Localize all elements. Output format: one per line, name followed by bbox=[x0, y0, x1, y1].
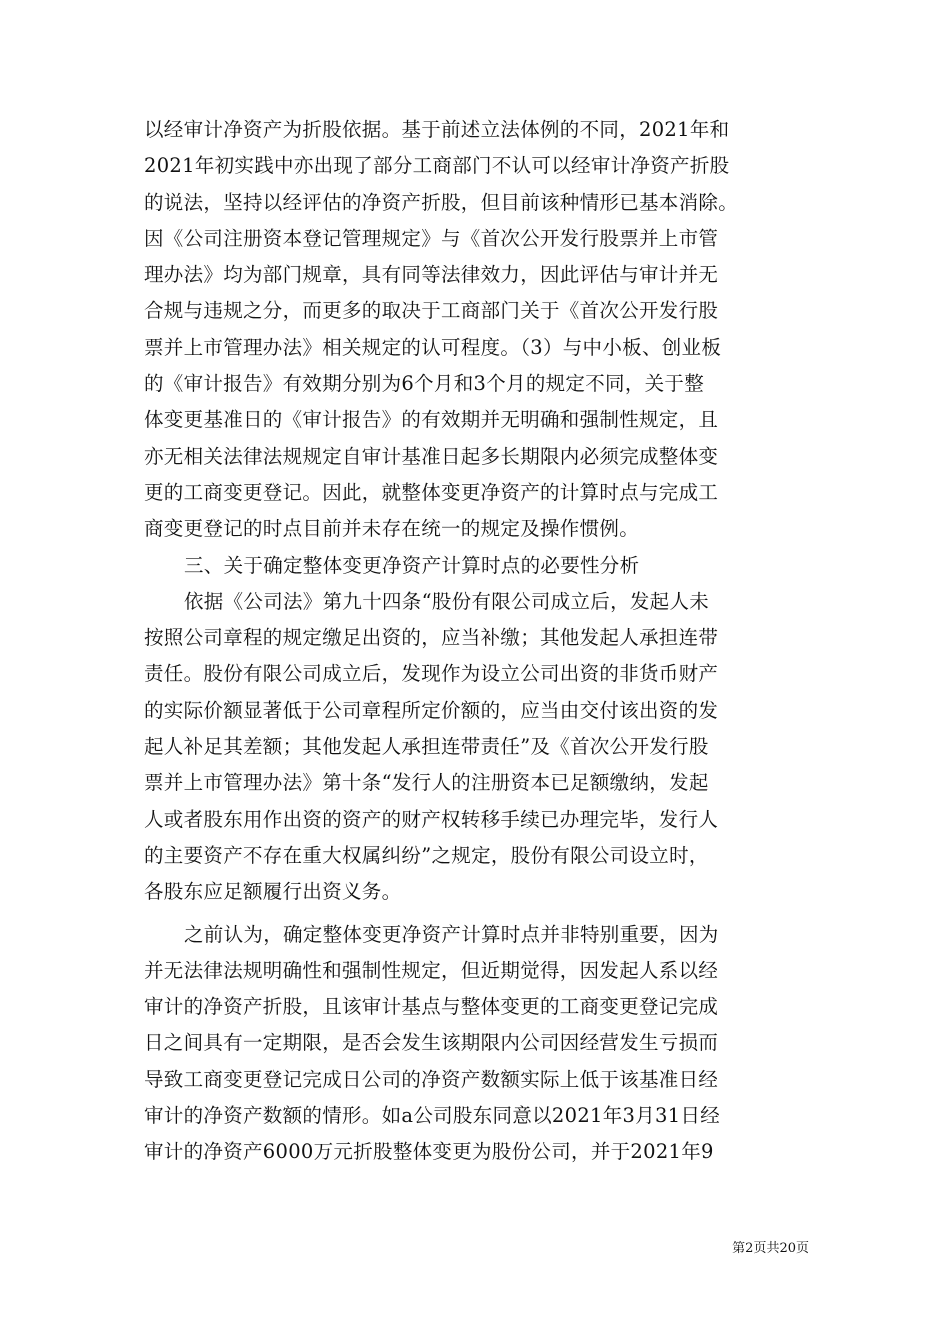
paragraph-4 bbox=[144, 917, 808, 1171]
paragraph-1 bbox=[144, 112, 808, 548]
page-number: 第2页共20页 bbox=[732, 1241, 809, 1256]
text-line: 的实际价额显著低于公司章程所定价额的，应当由交付该出资的发 bbox=[144, 698, 719, 722]
text-line: 理办法》均为部门规章，具有同等法律效力，因此评估与审计并无 bbox=[144, 263, 719, 287]
text-line: 亦无相关法律法规规定自审计基准日起多长期限内必须完成整体变 bbox=[144, 444, 719, 468]
text-line: 审计的净资产折股，且该审计基点与整体变更的工商变更登记完成 bbox=[144, 995, 719, 1019]
text-line: 的说法，坚持以经评估的净资产折股，但目前该种情形已基本消除。 bbox=[144, 190, 739, 214]
paragraph-3 bbox=[144, 584, 808, 911]
text-line: 起人补足其差额；其他发起人承担连带责任”及《首次公开发行股 bbox=[144, 735, 709, 759]
text-line: 各股东应足额履行出资义务。 bbox=[144, 880, 402, 904]
text-line: 之前认为，确定整体变更净资产计算时点并非特别重要，因为 bbox=[184, 922, 719, 946]
text-line: 按照公司章程的规定缴足出资的，应当补缴；其他发起人承担连带 bbox=[144, 626, 719, 650]
text-line: 人或者股东用作出资的资产的财产权转移手续已办理完毕，发行人 bbox=[144, 807, 719, 831]
text-line: 审计的净资产数额的情形。如a公司股东同意以2021年3月31日经 bbox=[144, 1104, 721, 1128]
section-heading bbox=[144, 548, 808, 584]
text-line: 体变更基准日的《审计报告》的有效期并无明确和强制性规定，且 bbox=[144, 408, 719, 432]
text-line: 的《审计报告》有效期分别为6个月和3个月的规定不同，关于整 bbox=[144, 372, 705, 396]
text-line: 票并上市管理办法》第十条“发行人的注册资本已足额缴纳，发起 bbox=[144, 771, 709, 795]
text-line: 责任。股份有限公司成立后，发现作为设立公司出资的非货币财产 bbox=[144, 662, 719, 686]
text-line: 并无法律法规明确性和强制性规定，但近期觉得，因发起人系以经 bbox=[144, 958, 719, 982]
text-line: 2021年初实践中亦出现了部分工商部门不认可以经审计净资产折股 bbox=[144, 154, 730, 178]
text-line: 依据《公司法》第九十四条“股份有限公司成立后，发起人未 bbox=[184, 589, 710, 613]
text-line: 更的工商变更登记。因此，就整体变更净资产的计算时点与完成工 bbox=[144, 480, 719, 504]
text-line: 以经审计净资产为折股依据。基于前述立法体例的不同，2021年和 bbox=[144, 118, 730, 141]
text-line: 商变更登记的时点目前并未存在统一的规定及操作惯例。 bbox=[144, 517, 640, 541]
text-line: 票并上市管理办法》相关规定的认可程度。（3）与中小板、创业板 bbox=[144, 335, 722, 359]
text-line: 的主要资产不存在重大权属纠纷”之规定，股份有限公司设立时， bbox=[144, 843, 709, 867]
text-line: 导致工商变更登记完成日公司的净资产数额实际上低于该基准日经 bbox=[144, 1067, 719, 1091]
heading-line: 三、关于确定整体变更净资产计算时点的必要性分析 bbox=[184, 553, 640, 577]
text-line: 审计的净资产6000万元折股整体变更为股份公司，并于2021年9 bbox=[144, 1140, 714, 1164]
text-line: 日之间具有一定期限，是否会发生该期限内公司因经营发生亏损而 bbox=[144, 1031, 719, 1055]
text-line: 合规与违规之分，而更多的取决于工商部门关于《首次公开发行股 bbox=[144, 299, 719, 323]
text-line: 因《公司注册资本登记管理规定》与《首次公开发行股票并上市管 bbox=[144, 226, 719, 250]
document-body bbox=[144, 112, 808, 1171]
